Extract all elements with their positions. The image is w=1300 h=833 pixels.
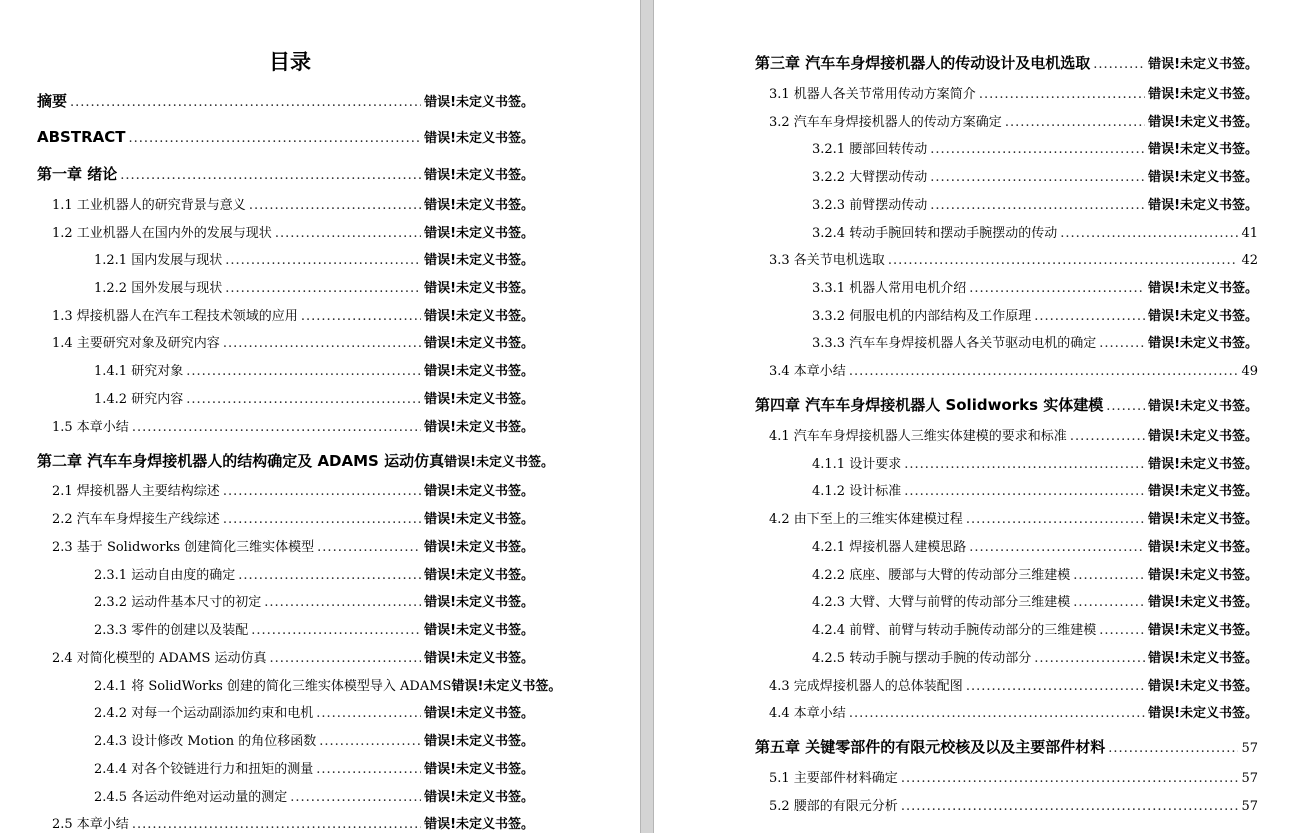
- toc-entry-label: 1.3 焊接机器人在汽车工程技术领域的应用: [52, 309, 298, 324]
- toc-entry-label: 1.4.1 研究对象: [94, 364, 184, 379]
- toc-chapter-entry[interactable]: [37, 92, 534, 112]
- toc-entry[interactable]: [52, 225, 534, 243]
- toc-entry-label: 4.1.2 设计标准: [812, 484, 902, 499]
- toc-entry[interactable]: [52, 816, 534, 833]
- toc-error-reference: 错误!未定义书签。: [424, 364, 534, 379]
- toc-error-reference: 错误!未定义书签。: [424, 226, 534, 241]
- toc-page-number: 57: [1241, 799, 1258, 814]
- toc-error-reference: 错误!未定义书签。: [451, 679, 562, 694]
- dot-leader: [1093, 56, 1145, 74]
- toc-chapter-entry[interactable]: [755, 738, 1258, 758]
- toc-entry-label: 第一章 绪论: [37, 165, 118, 183]
- dot-leader: [132, 419, 421, 437]
- toc-entry[interactable]: [812, 622, 1258, 640]
- toc-entry[interactable]: [52, 650, 534, 668]
- toc-error-reference: 错误!未定义书签。: [1148, 309, 1258, 324]
- toc-entry-label: 2.4.1 将 SolidWorks 创建的简化三维实体模型导入 ADAMS: [94, 679, 452, 694]
- toc-entry-label: 1.4 主要研究对象及研究内容: [52, 336, 220, 351]
- dot-leader: [1070, 428, 1145, 446]
- toc-error-reference: 错误!未定义书签。: [424, 651, 534, 666]
- toc-entry-label: 2.3.1 运动自由度的确定: [94, 568, 236, 583]
- toc-error-reference: 错误!未定义书签。: [1148, 429, 1258, 444]
- toc-error-reference: 错误!未定义书签。: [1148, 336, 1258, 351]
- toc-entry-label: 1.4.2 研究内容: [94, 392, 184, 407]
- toc-error-reference: 错误!未定义书签。: [424, 595, 534, 610]
- toc-entry-label: 5.2 腰部的有限元分析: [769, 799, 898, 814]
- toc-error-reference: 错误!未定义书签。: [1148, 484, 1258, 499]
- toc-entry[interactable]: [812, 141, 1258, 159]
- toc-entry-label: 1.2.1 国内发展与现状: [94, 253, 223, 268]
- dot-leader: [1106, 398, 1145, 416]
- toc-entry-label: 2.4 对简化模型的 ADAMS 运动仿真: [52, 651, 267, 666]
- toc-entry[interactable]: [769, 770, 1258, 788]
- toc-page-right: [654, 0, 1300, 833]
- toc-page-number: 41: [1241, 226, 1258, 241]
- dot-leader: [270, 650, 422, 668]
- dot-leader: [901, 770, 1239, 788]
- dot-leader: [1108, 740, 1238, 758]
- toc-entry-label: 3.2 汽车车身焊接机器人的传动方案确定: [769, 115, 1002, 130]
- dot-leader: [1005, 114, 1145, 132]
- toc-entry[interactable]: [52, 539, 534, 557]
- toc-error-reference: 错误!未定义书签。: [424, 568, 534, 583]
- toc-error-reference: 错误!未定义书签。: [424, 484, 534, 499]
- dot-leader: [223, 511, 421, 529]
- dot-leader: [901, 798, 1239, 816]
- dot-leader: [249, 197, 421, 215]
- dot-leader: [223, 335, 421, 353]
- toc-entry[interactable]: [812, 197, 1258, 215]
- toc-entry-label: 2.2 汽车车身焊接生产线综述: [52, 512, 220, 527]
- toc-error-reference: 错误!未定义书签。: [424, 540, 534, 555]
- dot-leader: [238, 567, 421, 585]
- toc-page-left: [0, 0, 640, 833]
- toc-entry[interactable]: [94, 363, 534, 381]
- toc-entry[interactable]: [812, 483, 1258, 501]
- toc-entry-label: 摘要: [37, 92, 68, 110]
- toc-error-reference: 错误!未定义书签。: [424, 420, 534, 435]
- toc-error-reference: 错误!未定义书签。: [424, 281, 534, 296]
- toc-error-reference: 错误!未定义书签。: [1148, 87, 1258, 102]
- toc-entry-label: 4.3 完成焊接机器人的总体装配图: [769, 679, 963, 694]
- toc-entry-label: 3.3 各关节电机选取: [769, 253, 885, 268]
- toc-error-reference: 错误!未定义书签。: [444, 455, 555, 470]
- toc-entry[interactable]: [94, 567, 534, 585]
- toc-error-reference: 错误!未定义书签。: [1148, 651, 1258, 666]
- toc-entry-label: 1.2.2 国外发展与现状: [94, 281, 223, 296]
- toc-error-reference: 错误!未定义书签。: [424, 623, 534, 638]
- toc-page-number: 57: [1241, 771, 1258, 786]
- toc-entry-label: 4.1 汽车车身焊接机器人三维实体建模的要求和标准: [769, 429, 1067, 444]
- toc-error-reference: 错误!未定义书签。: [424, 392, 534, 407]
- dot-leader: [264, 594, 421, 612]
- toc-entry[interactable]: [52, 335, 534, 353]
- toc-entry-label: 1.1 工业机器人的研究背景与意义: [52, 198, 246, 213]
- dot-leader: [128, 130, 421, 148]
- toc-entry-label: 2.3.2 运动件基本尺寸的初定: [94, 595, 262, 610]
- toc-chapter-entry[interactable]: [755, 54, 1258, 74]
- toc-entry-label: 2.5 本章小结: [52, 817, 129, 832]
- toc-error-reference: 错误!未定义书签。: [424, 336, 534, 351]
- toc-entry[interactable]: [769, 114, 1258, 132]
- toc-entry-label: 2.4.4 对各个铰链进行力和扭矩的测量: [94, 762, 314, 777]
- toc-page-number: 49: [1241, 364, 1258, 379]
- toc-entry[interactable]: [94, 789, 534, 807]
- toc-error-reference: 错误!未定义书签。: [1148, 115, 1258, 130]
- toc-error-reference: 错误!未定义书签。: [1148, 568, 1258, 583]
- toc-entry-label: 4.2.3 大臂、大臂与前臂的传动部分三维建模: [812, 595, 1071, 610]
- toc-entry[interactable]: [769, 363, 1258, 381]
- toc-entry[interactable]: [812, 335, 1258, 353]
- dot-leader: [969, 539, 1145, 557]
- toc-entry-label: 3.1 机器人各关节常用传动方案简介: [769, 87, 976, 102]
- toc-chapter-entry[interactable]: [37, 452, 555, 472]
- dot-leader: [1073, 594, 1145, 612]
- toc-entry-label: 3.4 本章小结: [769, 364, 846, 379]
- toc-entry[interactable]: [52, 483, 534, 501]
- toc-entry[interactable]: [769, 428, 1258, 446]
- toc-entry[interactable]: [769, 798, 1258, 816]
- toc-error-reference: 错误!未定义书签。: [424, 762, 534, 777]
- dot-leader: [849, 363, 1239, 381]
- toc-error-reference: 错误!未定义书签。: [424, 706, 534, 721]
- toc-entry[interactable]: [94, 622, 534, 640]
- dot-leader: [290, 789, 421, 807]
- toc-entry-label: 4.2.4 前臂、前臂与转动手腕传动部分的三维建模: [812, 623, 1097, 638]
- dot-leader: [186, 391, 421, 409]
- dot-leader: [904, 456, 1145, 474]
- toc-error-reference: 错误!未定义书签。: [1148, 57, 1258, 72]
- toc-entry[interactable]: [52, 197, 534, 215]
- dot-leader: [1073, 567, 1145, 585]
- dot-leader: [930, 169, 1145, 187]
- toc-error-reference: 错误!未定义书签。: [1148, 281, 1258, 296]
- toc-entry[interactable]: [812, 225, 1258, 243]
- toc-entry[interactable]: [94, 705, 534, 723]
- toc-error-reference: 错误!未定义书签。: [424, 817, 534, 832]
- toc-error-reference: 错误!未定义书签。: [1148, 540, 1258, 555]
- toc-entry-label: 3.2.2 大臂摆动传动: [812, 170, 928, 185]
- dot-leader: [969, 280, 1145, 298]
- dot-leader: [70, 94, 421, 112]
- toc-entry-label: 4.2 由下至上的三维实体建模过程: [769, 512, 963, 527]
- toc-entry-label: 第三章 汽车车身焊接机器人的传动设计及电机选取: [755, 54, 1091, 72]
- toc-entry-label: 3.3.3 汽车车身焊接机器人各关节驱动电机的确定: [812, 336, 1097, 351]
- toc-entry-label: 2.3.3 零件的创建以及装配: [94, 623, 249, 638]
- toc-entry-label: 3.3.2 伺服电机的内部结构及工作原理: [812, 309, 1032, 324]
- dot-leader: [904, 483, 1145, 501]
- toc-error-reference: 错误!未定义书签。: [1148, 457, 1258, 472]
- toc-entry-label: 2.4.2 对每一个运动副添加约束和电机: [94, 706, 314, 721]
- toc-error-reference: 错误!未定义书签。: [424, 131, 534, 146]
- dot-leader: [849, 705, 1145, 723]
- toc-entry-label: 2.4.3 设计修改 Motion 的角位移函数: [94, 734, 317, 749]
- dot-leader: [930, 141, 1145, 159]
- toc-chapter-entry[interactable]: [37, 165, 534, 185]
- toc-entry-label: 3.2.1 腰部回转传动: [812, 142, 928, 157]
- dot-leader: [966, 511, 1145, 529]
- toc-error-reference: 错误!未定义书签。: [1148, 170, 1258, 185]
- toc-entry[interactable]: [812, 169, 1258, 187]
- dot-leader: [1099, 622, 1145, 640]
- toc-entry[interactable]: [94, 678, 562, 696]
- toc-entry-label: 5.1 主要部件材料确定: [769, 771, 898, 786]
- dot-leader: [979, 86, 1145, 104]
- toc-entry[interactable]: [52, 511, 534, 529]
- dot-leader: [251, 622, 421, 640]
- toc-error-reference: 错误!未定义书签。: [424, 790, 534, 805]
- toc-entry[interactable]: [94, 761, 534, 779]
- toc-entry-label: 2.4.5 各运动件绝对运动量的测定: [94, 790, 288, 805]
- toc-entry-label: 第四章 汽车车身焊接机器人 Solidworks 实体建模: [755, 396, 1104, 414]
- toc-error-reference: 错误!未定义书签。: [1148, 512, 1258, 527]
- toc-entry[interactable]: [812, 567, 1258, 585]
- toc-error-reference: 错误!未定义书签。: [424, 198, 534, 213]
- dot-leader: [319, 733, 421, 751]
- toc-page-number: 57: [1241, 741, 1258, 756]
- dot-leader: [223, 483, 421, 501]
- page-gap: [640, 0, 654, 833]
- dot-leader: [275, 225, 421, 243]
- toc-error-reference: 错误!未定义书签。: [1148, 142, 1258, 157]
- toc-entry[interactable]: [52, 308, 534, 326]
- toc-error-reference: 错误!未定义书签。: [1148, 706, 1258, 721]
- dot-leader: [888, 252, 1239, 270]
- dot-leader: [317, 539, 421, 557]
- toc-entry[interactable]: [769, 678, 1258, 696]
- toc-error-reference: 错误!未定义书签。: [424, 512, 534, 527]
- toc-error-reference: 错误!未定义书签。: [424, 95, 534, 110]
- dot-leader: [1099, 335, 1145, 353]
- toc-error-reference: 错误!未定义书签。: [1148, 399, 1258, 414]
- toc-entry-label: 2.3 基于 Solidworks 创建简化三维实体模型: [52, 540, 315, 555]
- toc-error-reference: 错误!未定义书签。: [424, 309, 534, 324]
- toc-entry[interactable]: [94, 594, 534, 612]
- dot-leader: [186, 363, 421, 381]
- toc-error-reference: 错误!未定义书签。: [1148, 198, 1258, 213]
- toc-entry-label: 第二章 汽车车身焊接机器人的结构确定及 ADAMS 运动仿真: [37, 452, 445, 470]
- dot-leader: [316, 705, 421, 723]
- dot-leader: [966, 678, 1145, 696]
- toc-entry[interactable]: [812, 650, 1258, 668]
- toc-entry-label: 4.2.2 底座、腰部与大臂的传动部分三维建模: [812, 568, 1071, 583]
- toc-title: 目录: [269, 50, 311, 74]
- toc-entry[interactable]: [94, 733, 534, 751]
- toc-entry-label: 3.2.3 前臂摆动传动: [812, 198, 928, 213]
- toc-entry-label: 3.2.4 转动手腕回转和摆动手腕摆动的传动: [812, 226, 1058, 241]
- toc-entry[interactable]: [94, 280, 534, 298]
- toc-entry[interactable]: [812, 456, 1258, 474]
- toc-error-reference: 错误!未定义书签。: [424, 168, 534, 183]
- dot-leader: [1060, 225, 1238, 243]
- dot-leader: [1034, 308, 1145, 326]
- dot-leader: [1034, 650, 1145, 668]
- toc-entry-label: 4.2.5 转动手腕与摆动手腕的传动部分: [812, 651, 1032, 666]
- dot-leader: [120, 167, 421, 185]
- toc-entry[interactable]: [812, 280, 1258, 298]
- toc-entry[interactable]: [812, 594, 1258, 612]
- toc-chapter-entry[interactable]: [755, 396, 1258, 416]
- toc-entry-label: 4.4 本章小结: [769, 706, 846, 721]
- dot-leader: [225, 280, 421, 298]
- toc-entry-label: 1.2 工业机器人在国内外的发展与现状: [52, 226, 272, 241]
- toc-entry[interactable]: [769, 86, 1258, 104]
- toc-error-reference: 错误!未定义书签。: [424, 253, 534, 268]
- toc-error-reference: 错误!未定义书签。: [424, 734, 534, 749]
- toc-page-number: 42: [1241, 253, 1258, 268]
- toc-entry[interactable]: [812, 308, 1258, 326]
- dot-leader: [316, 761, 421, 779]
- dot-leader: [132, 816, 421, 833]
- toc-entry-label: 2.1 焊接机器人主要结构综述: [52, 484, 220, 499]
- toc-entry-label: 4.2.1 焊接机器人建模思路: [812, 540, 967, 555]
- toc-error-reference: 错误!未定义书签。: [1148, 623, 1258, 638]
- dot-leader: [301, 308, 421, 326]
- toc-entry-label: 1.5 本章小结: [52, 420, 129, 435]
- dot-leader: [930, 197, 1145, 215]
- toc-chapter-entry[interactable]: [37, 128, 534, 148]
- dot-leader: [225, 252, 421, 270]
- toc-entry[interactable]: [769, 705, 1258, 723]
- toc-entry[interactable]: [94, 252, 534, 270]
- toc-error-reference: 错误!未定义书签。: [1148, 595, 1258, 610]
- toc-entry-label: 3.3.1 机器人常用电机介绍: [812, 281, 967, 296]
- toc-entry[interactable]: [94, 391, 534, 409]
- toc-entry-label: 第五章 关键零部件的有限元校核及以及主要部件材料: [755, 738, 1106, 756]
- toc-entry[interactable]: [812, 539, 1258, 557]
- toc-entry[interactable]: [52, 419, 534, 437]
- toc-entry[interactable]: [769, 511, 1258, 529]
- toc-entry[interactable]: [769, 252, 1258, 270]
- toc-entry-label: ABSTRACT: [37, 128, 126, 146]
- toc-entry-label: 4.1.1 设计要求: [812, 457, 902, 472]
- toc-error-reference: 错误!未定义书签。: [1148, 679, 1258, 694]
